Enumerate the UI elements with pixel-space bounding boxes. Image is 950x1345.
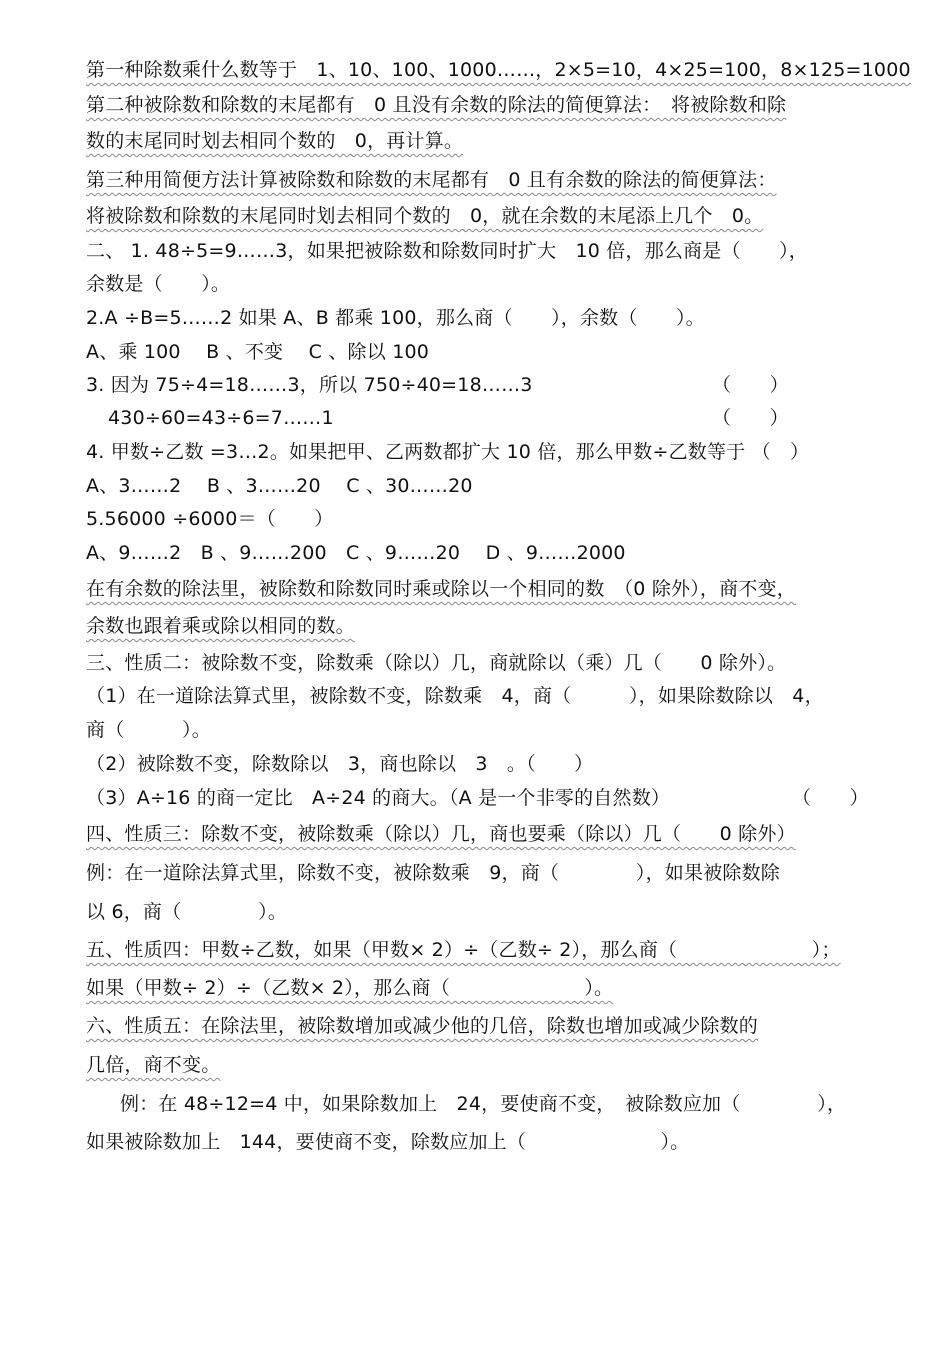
answer-bracket: （ ） — [712, 374, 789, 396]
section-6-example: 例：在 48÷12=4 中，如果除数加上 24，要使商不变， 被除数应加（ ）， — [120, 1093, 847, 1115]
question-2-2: 2.A ÷B=5……2 如果 A、B 都乘 100，那么商（ ），余数（ ）。 — [86, 307, 705, 329]
question-2-5-options: A、9……2 B 、9……200 C 、9……20 D 、9……2000 — [86, 542, 626, 564]
section-3-q3: （3）A÷16 的商一定比 A÷24 的商大。（A 是一个非零的自然数） — [86, 787, 671, 809]
question-2-4-options: A、3……2 B 、3……20 C 、30……20 — [86, 475, 473, 497]
section-5-heading: 五、性质四：甲数÷乙数，如果（甲数× 2）÷（乙数÷ 2），那么商（ ）； — [86, 939, 841, 961]
text-line-5: 将被除数和除数的末尾同时划去相同个数的 0，就在余数的末尾添上几个 0。 — [86, 205, 764, 227]
section-6-heading: 六、性质五：在除法里，被除数增加或减少他的几倍，除数也增加或减少除数的 — [86, 1015, 759, 1037]
question-2-1-cont: 余数是（ ）。 — [86, 273, 231, 295]
text-line-4: 第三种用简便方法计算被除数和除数的末尾都有 0 且有余数的除法的简便算法： — [86, 169, 777, 191]
question-2-3: 3. 因为 75÷4=18……3，所以 750÷40=18……3 — [86, 374, 533, 396]
answer-bracket: （ ） — [792, 787, 869, 809]
question-2-1: 二、 1. 48÷5=9……3，如果把被除数和除数同时扩大 10 倍，那么商是（ ）， — [86, 240, 809, 262]
section-3-q1-cont: 商（ ）。 — [86, 719, 211, 741]
section-4-example: 例：在一道除法算式里，除数不变，被除数乘 9，商（ ），如果被除数除 — [86, 862, 780, 884]
section-3-heading: 三、性质二：被除数不变，除数乘（除以）几，商就除以（乘）几（ 0 除外）。 — [86, 652, 787, 674]
section-4-heading: 四、性质三：除数不变，被除数乘（除以）几，商也要乘（除以）几（ 0 除外） — [86, 823, 796, 845]
text-line-3: 数的末尾同时划去相同个数的 0，再计算。 — [86, 130, 464, 152]
question-2-5: 5.56000 ÷6000＝（ ） — [86, 508, 334, 530]
question-2-2-options: A、乘 100 B 、不变 C 、除以 100 — [86, 341, 430, 363]
section-3-q2: （2）被除数不变，除数除以 3，商也除以 3 。（ ） — [86, 753, 594, 775]
text-line-2: 第二种被除数和除数的末尾都有 0 且没有余数的除法的简便算法： 将被除数和除 — [86, 94, 787, 116]
section-5-cont: 如果（甲数÷ 2）÷（乙数× 2），那么商（ ）。 — [86, 977, 614, 999]
question-2-3b: 430÷60=43÷6=7……1 — [108, 407, 334, 429]
rule-line-1: 在有余数的除法里，被除数和除数同时乘或除以一个相同的数 （0 除外），商不变， — [86, 578, 796, 600]
section-6-cont: 几倍，商不变。 — [86, 1054, 221, 1076]
section-3-q1: （1）在一道除法算式里，被除数不变，除数乘 4，商（ ），如果除数除以 4， — [86, 685, 824, 707]
section-6-example-cont: 如果被除数加上 144，要使商不变，除数应加上（ ）。 — [86, 1131, 690, 1153]
question-2-4: 4. 甲数÷乙数 =3…2。如果把甲、乙两数都扩大 10 倍，那么甲数÷乙数等于 （ ） — [86, 441, 810, 463]
section-4-example-cont: 以 6，商（ ）。 — [86, 901, 288, 923]
answer-bracket: （ ） — [712, 407, 789, 429]
text-line-1: 第一种除数乘什么数等于 1、10、100、1000……，2×5=10，4×25=100，8×125=1000 — [86, 59, 911, 81]
rule-line-2: 余数也跟着乘或除以相同的数。 — [86, 615, 355, 637]
